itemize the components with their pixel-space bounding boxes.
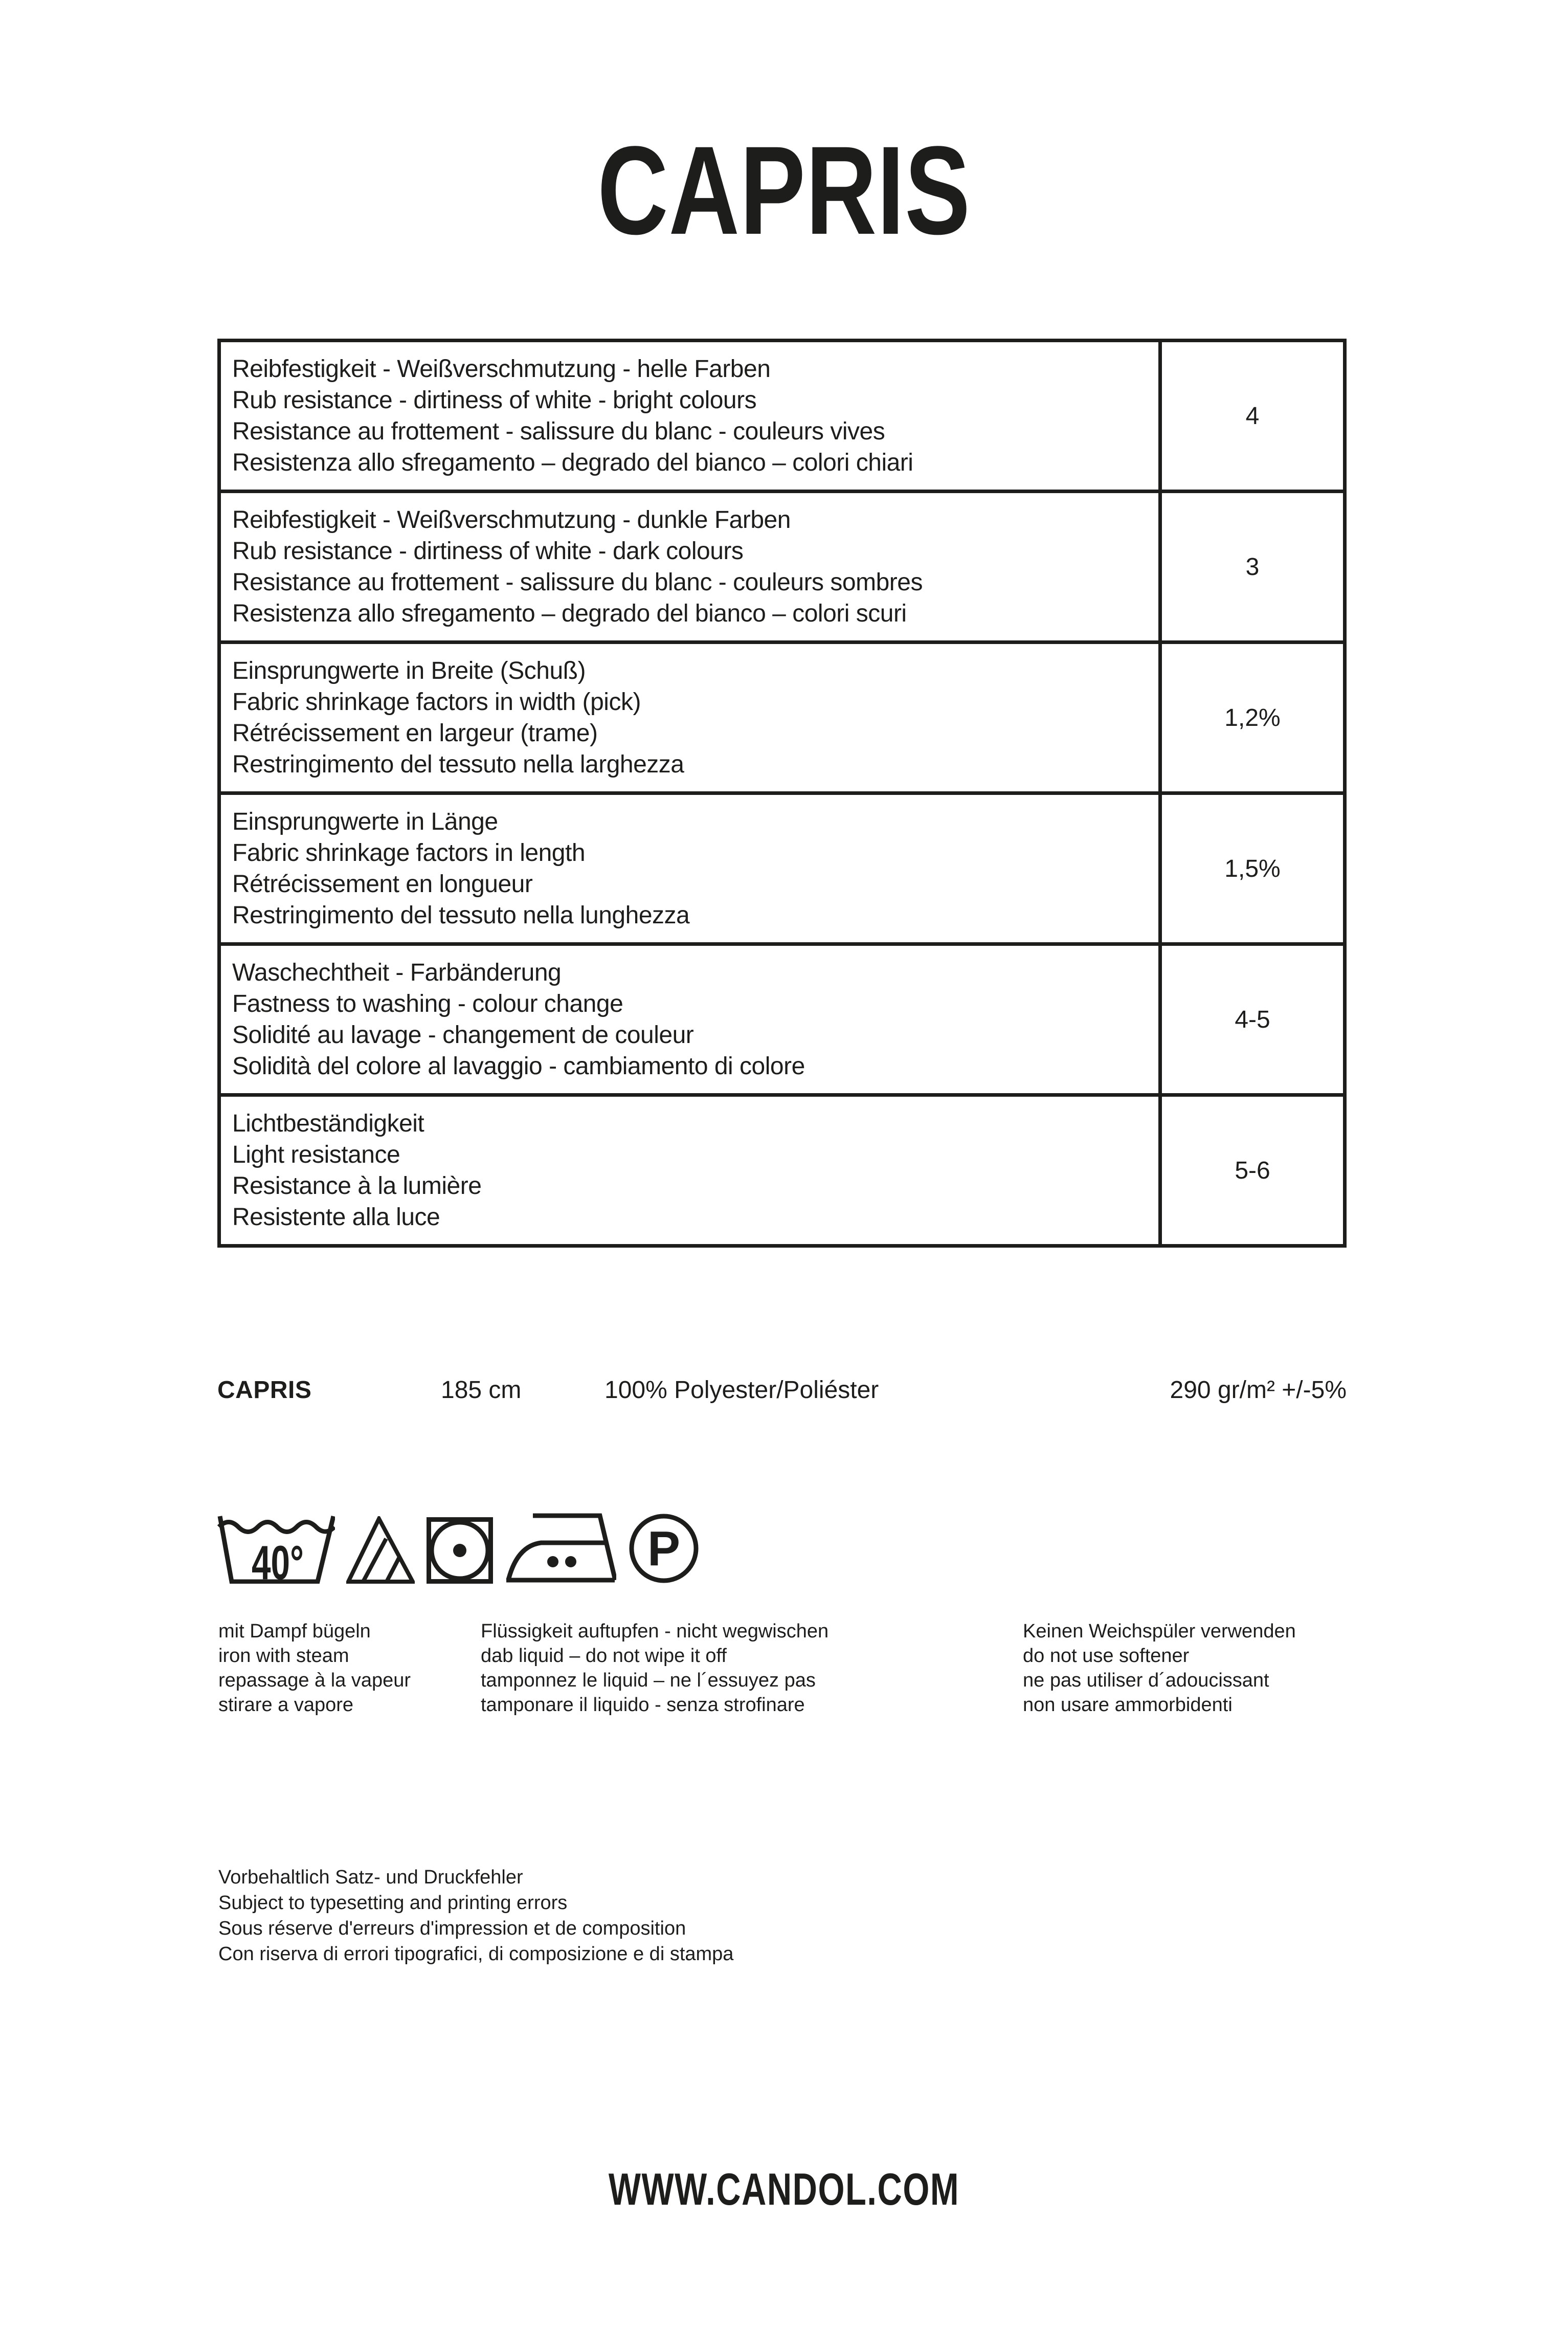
disclaimer-line-fr: Sous réserve d'erreurs d'impression et de composition	[218, 1918, 686, 1939]
care-line-de: mit Dampf bügeln	[218, 1621, 371, 1642]
spec-value: 4	[1160, 341, 1345, 492]
spec-line-de: Lichtbeständigkeit	[232, 1110, 424, 1137]
spec-line-fr: Resistance au frottement - salissure du blanc - couleurs sombres	[232, 569, 923, 596]
product-info-row	[217, 1376, 1347, 1408]
spec-description-cell	[219, 944, 1160, 1095]
spec-line-en: Fastness to washing - colour change	[232, 990, 623, 1017]
footer-url: WWW.CANDOL.COM	[608, 2164, 960, 2214]
spec-description-cell	[219, 341, 1160, 492]
care-line-de: Keinen Weichspüler verwenden	[1023, 1621, 1296, 1642]
page-title: CAPRIS	[597, 120, 971, 261]
spec-line-en: Light resistance	[232, 1141, 400, 1168]
care-line-it: stirare a vapore	[218, 1694, 354, 1716]
spec-value: 3	[1160, 492, 1345, 642]
spec-line-it: Resistenza allo sfregamento – degrado del bianco – colori scuri	[232, 600, 907, 627]
spec-line-it: Restringimento del tessuto nella lunghezza	[232, 902, 690, 929]
tumble-dry-one-dot-icon	[427, 1517, 493, 1584]
spec-value: 5-6	[1160, 1095, 1345, 1246]
product-weight: 290 gr/m² +/-5%	[1170, 1377, 1347, 1404]
spec-line-en: Fabric shrinkage factors in width (pick)	[232, 689, 641, 716]
spec-row	[219, 1095, 1345, 1246]
spec-line-it: Solidità del colore al lavaggio - cambiamento di colore	[232, 1053, 805, 1080]
spec-value: 4-5	[1160, 944, 1345, 1095]
care-line-it: tamponare il liquido - senza strofinare	[481, 1694, 805, 1716]
wash-temp-label: 40°	[252, 1536, 304, 1584]
care-line-en: iron with steam	[218, 1645, 349, 1667]
spec-description-cell	[219, 1095, 1160, 1246]
spec-line-de: Einsprungwerte in Breite (Schuß)	[232, 657, 586, 684]
spec-line-fr: Resistance au frottement - salissure du blanc - couleurs vives	[232, 418, 885, 445]
spec-line-fr: Rétrécissement en largeur (trame)	[232, 720, 598, 747]
care-instructions-no-softener	[1023, 1619, 1296, 1717]
care-symbols-row	[217, 1512, 780, 1584]
disclaimer-line-it: Con riserva di errori tipografici, di composizione e di stampa	[218, 1943, 734, 1965]
product-width: 185 cm	[441, 1377, 522, 1404]
spec-line-de: Reibfestigkeit - Weißverschmutzung - dunkle Farben	[232, 506, 791, 534]
spec-line-fr: Rétrécissement en longueur	[232, 871, 533, 898]
spec-line-it: Resistenza allo sfregamento – degrado del bianco – colori chiari	[232, 449, 913, 476]
spec-table	[217, 339, 1347, 1248]
wash-40-icon	[217, 1515, 335, 1584]
spec-description-cell	[219, 492, 1160, 642]
care-line-fr: tamponnez le liquid – ne l´essuyez pas	[481, 1670, 816, 1691]
disclaimer	[218, 1865, 733, 1967]
spec-line-en: Fabric shrinkage factors in length	[232, 839, 586, 867]
spec-line-de: Waschechtheit - Farbänderung	[232, 959, 562, 986]
spec-line-it: Resistente alla luce	[232, 1204, 440, 1231]
spec-row	[219, 793, 1345, 944]
spec-description-cell	[219, 642, 1160, 793]
spec-line-en: Rub resistance - dirtiness of white - dark colours	[232, 538, 744, 565]
spec-line-it: Restringimento del tessuto nella larghezza	[232, 751, 684, 778]
spec-line-de: Reibfestigkeit - Weißverschmutzung - helle Farben	[232, 356, 771, 383]
iron-two-dots-icon	[504, 1512, 616, 1584]
spec-row	[219, 492, 1345, 642]
care-line-en: dab liquid – do not wipe it off	[481, 1645, 727, 1667]
product-composition: 100% Polyester/Poliéster	[604, 1377, 879, 1404]
bleach-triangle-icon	[346, 1516, 415, 1584]
spec-line-fr: Resistance à la lumière	[232, 1172, 482, 1200]
spec-row	[219, 944, 1345, 1095]
disclaimer-line-de: Vorbehaltlich Satz- und Druckfehler	[218, 1867, 523, 1888]
care-line-en: do not use softener	[1023, 1645, 1190, 1667]
spec-line-de: Einsprungwerte in Länge	[232, 808, 498, 835]
spec-row	[219, 341, 1345, 492]
spec-value: 1,5%	[1160, 793, 1345, 944]
care-line-de: Flüssigkeit auftupfen - nicht wegwischen	[481, 1621, 829, 1642]
care-line-fr: ne pas utiliser d´adoucissant	[1023, 1670, 1269, 1691]
care-instructions-steam	[218, 1619, 411, 1717]
disclaimer-line-en: Subject to typesetting and printing errors	[218, 1892, 568, 1914]
spec-description-cell	[219, 793, 1160, 944]
dry-clean-p-icon	[629, 1513, 699, 1584]
spec-row	[219, 642, 1345, 793]
dry-clean-letter: P	[647, 1521, 681, 1576]
product-name: CAPRIS	[217, 1377, 312, 1404]
care-line-fr: repassage à la vapeur	[218, 1670, 411, 1691]
spec-line-en: Rub resistance - dirtiness of white - bright colours	[232, 387, 757, 414]
care-instructions-dab-liquid	[481, 1619, 828, 1717]
spec-value: 1,2%	[1160, 642, 1345, 793]
spec-line-fr: Solidité au lavage - changement de couleur	[232, 1022, 694, 1049]
care-line-it: non usare ammorbidenti	[1023, 1694, 1233, 1716]
